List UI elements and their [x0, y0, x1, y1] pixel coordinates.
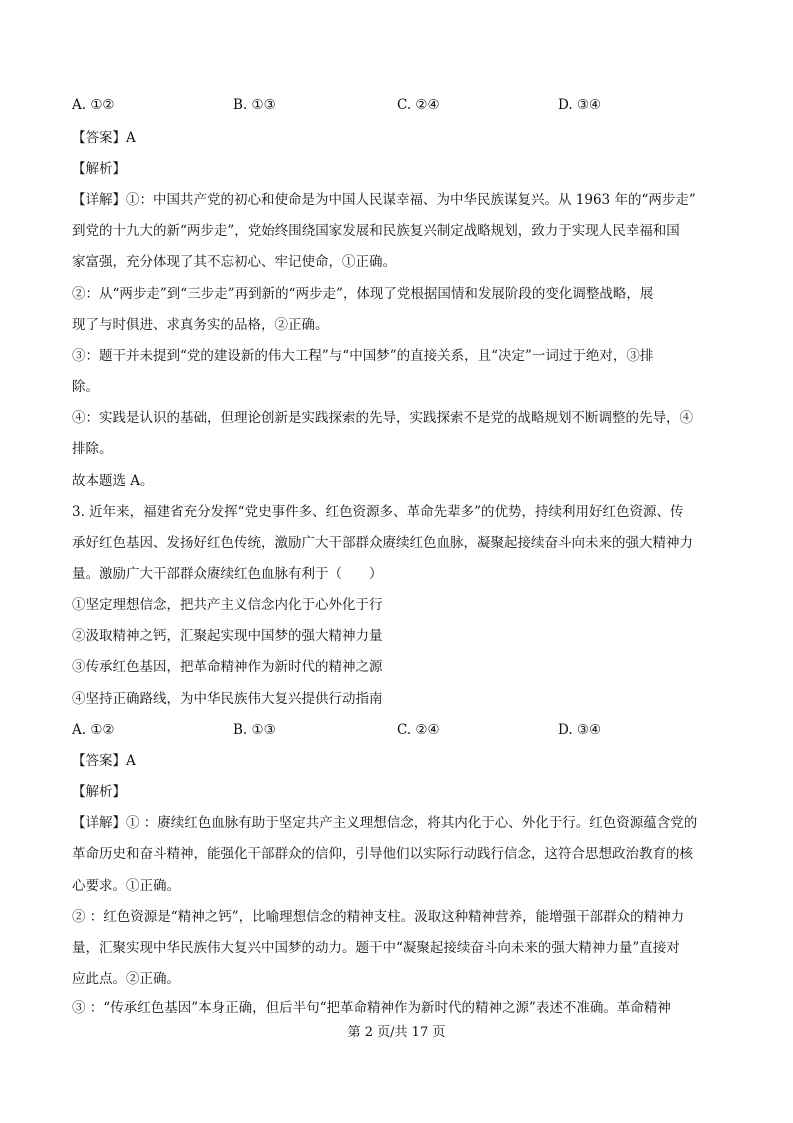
q2-analysis-line: 家富强，充分体现了其不忘初心、牢记使命，①正确。: [72, 254, 396, 270]
q3-answer: 【答案】A: [72, 753, 136, 769]
q2-option-c: C. ②④: [397, 97, 440, 113]
q2-analysis-line: 排除。: [72, 441, 113, 457]
q3-option-d: D. ③④: [558, 722, 602, 738]
q3-stem-line: 量。激励广大干部群众赓续红色血脉有利于（ ）: [72, 566, 383, 582]
q2-analysis-line: ②：从“两步走”到“三步走”再到新的“两步走”，体现了党根据国情和发展阶段的变化调整战略，展: [72, 286, 654, 302]
q3-analysis-line: 心要求。①正确。: [72, 878, 180, 894]
q3-statement-2: ②汲取精神之钙，汇聚起实现中国梦的强大精神力量: [72, 628, 383, 644]
q3-analysis-line: 量，汇聚实现中华民族伟大复兴中国梦的动力。题干中“凝聚起接续奋斗向未来的强大精神力量”直接对: [72, 940, 680, 956]
q2-analysis-line: 现了与时俱进、求真务实的品格，②正确。: [72, 317, 329, 333]
q2-option-a: A. ①②: [72, 97, 115, 113]
q3-statement-4: ④坚持正确路线，为中华民族伟大复兴提供行动指南: [72, 691, 383, 707]
q3-analysis-label: 【解析】: [72, 784, 126, 800]
q2-answer: 【答案】A: [72, 130, 136, 146]
q3-option-a: A. ①②: [72, 722, 115, 738]
q3-analysis-line: 【详解】① ：赓续红色血脉有助于坚定共产主义理想信念，将其内化于心、外化于行。红色资源蕴含党的: [72, 815, 698, 831]
q2-analysis-label: 【解析】: [72, 161, 126, 177]
q2-analysis-line: ④：实践是认识的基础，但理论创新是实践探索的先导，实践探索不是党的战略规划不断调整的先导，④: [72, 410, 693, 426]
q3-analysis-line: 应此点。②正确。: [72, 971, 180, 987]
page-footer: 第 2 页/共 17 页: [347, 1025, 446, 1040]
q2-analysis-line: 除。: [72, 379, 99, 395]
q3-stem-line: 承好红色基因、发扬好红色传统，激励广大干部群众赓续红色血脉，凝聚起接续奋斗向未来的强大精神力: [72, 535, 693, 551]
q2-option-b: B. ①③: [233, 97, 276, 113]
q3-option-b: B. ①③: [233, 722, 276, 738]
q2-analysis-line: 【详解】①：中国共产党的初心和使命是为中国人民谋幸福、为中华民族谋复兴。从 1963 年的“两步走”: [72, 192, 696, 208]
q3-statement-1: ①坚定理想信念，把共产主义信念内化于心外化于行: [72, 597, 383, 613]
q3-statement-3: ③传承红色基因，把革命精神作为新时代的精神之源: [72, 659, 383, 675]
q3-option-c: C. ②④: [397, 722, 440, 738]
q2-option-d: D. ③④: [558, 97, 602, 113]
q3-analysis-line: ② ：红色资源是“精神之钙”，比喻理想信念的精神支柱。汲取这种精神营养，能增强干部群众的精神力: [72, 909, 685, 925]
q2-analysis-line: ③：题干并未提到“党的建设新的伟大工程”与“中国梦”的直接关系，且“决定”一词过于绝对，③排: [72, 348, 654, 364]
q3-stem-line: 3. 近年来，福建省充分发挥“党史事件多、红色资源多、革命先辈多”的优势，持续利用好红色资源、传: [72, 504, 684, 520]
q2-analysis-line: 到党的十九大的新“两步走”，党始终围绕国家发展和民族复兴制定战略规划，致力于实现人民幸福和国: [72, 223, 680, 239]
q3-analysis-line: 革命历史和奋斗精神，能强化干部群众的信仰，引导他们以实际行动践行信念，这符合思想政治教育的核: [72, 846, 693, 862]
q2-conclusion: 故本题选 A。: [72, 473, 154, 489]
q3-analysis-line: ③ ：“传承红色基因”本身正确，但后半句“把革命精神作为新时代的精神之源”表述不准确。革命精神: [72, 1000, 671, 1016]
